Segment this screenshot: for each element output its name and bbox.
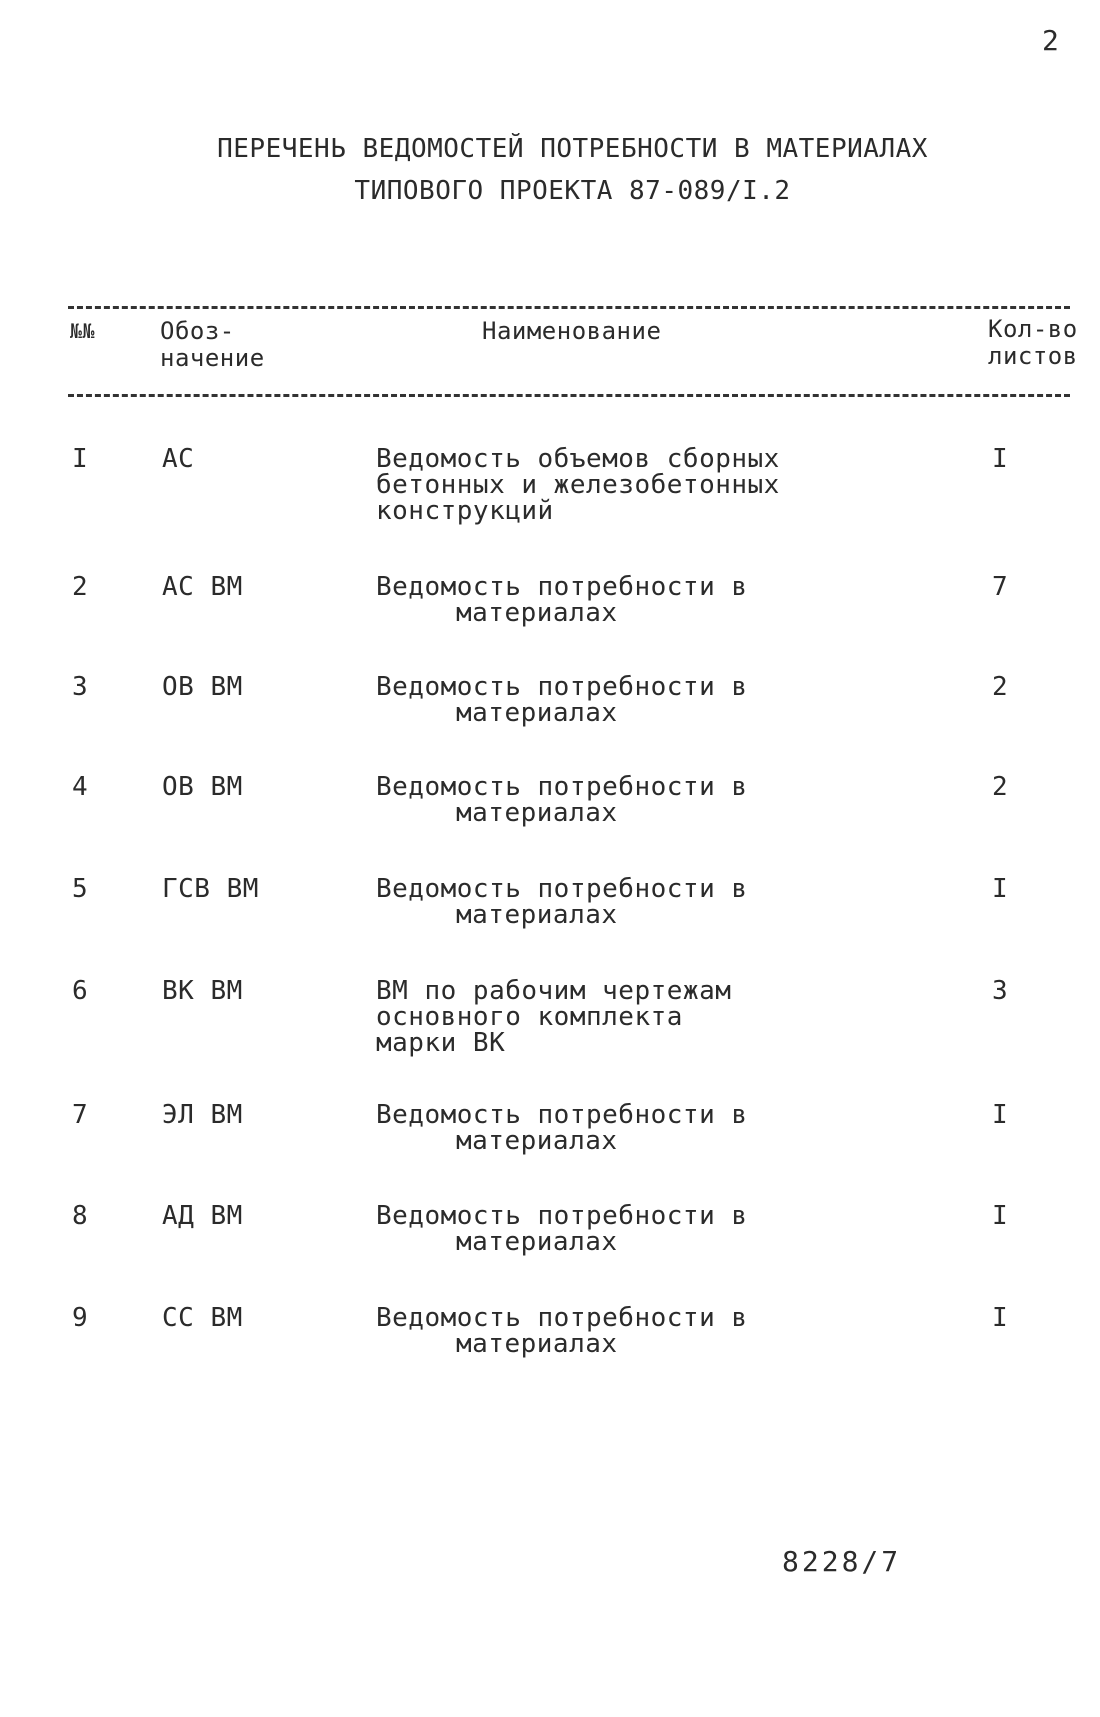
row-name-line: Ведомость потребности в <box>376 772 748 802</box>
row-number: 8 <box>72 1201 89 1231</box>
row-name-line: Ведомость потребности в <box>376 572 748 602</box>
row-name <box>376 446 780 524</box>
row-sheet-count: I <box>992 444 1009 474</box>
table-row <box>0 446 1100 536</box>
row-name-line: бетонных и железобетонных <box>376 470 780 500</box>
row-name <box>376 1305 748 1357</box>
row-number: 2 <box>72 572 89 602</box>
table-row <box>0 574 1100 664</box>
column-header-number: №№ <box>70 319 96 343</box>
row-number: 6 <box>72 976 89 1006</box>
row-name-line: Ведомость потребности в <box>376 1303 748 1333</box>
row-name-line: марки ВК <box>376 1028 506 1058</box>
row-number: 7 <box>72 1100 89 1130</box>
document-title-line-2: ТИПОВОГО ПРОЕКТА 87-089/I.2 <box>354 176 791 206</box>
row-number: 9 <box>72 1303 89 1333</box>
row-name-line: Ведомость потребности в <box>376 1201 748 1231</box>
row-name-line: Ведомость потребности в <box>376 1100 748 1130</box>
row-name-line: Ведомость потребности в <box>376 874 748 904</box>
row-sheet-count: 2 <box>992 672 1009 702</box>
row-name-line: материалах <box>456 698 618 728</box>
row-name-line: ВМ по рабочим чертежам <box>376 976 732 1006</box>
table-row <box>0 774 1100 864</box>
row-code: АС ВМ <box>162 572 243 602</box>
row-name-line: конструкций <box>376 496 554 526</box>
row-sheet-count: 2 <box>992 772 1009 802</box>
row-name-line: Ведомость потребности в <box>376 672 748 702</box>
row-name-line: материалах <box>456 1126 618 1156</box>
row-name <box>376 876 748 928</box>
row-code: ОВ ВМ <box>162 672 243 702</box>
document-title-line-1: ПЕРЕЧЕНЬ ВЕДОМОСТЕЙ ПОТРЕБНОСТИ В МАТЕРИАЛАХ <box>217 134 928 164</box>
row-number: I <box>72 444 89 474</box>
row-code: ВК ВМ <box>162 976 243 1006</box>
table-row <box>0 1203 1100 1293</box>
row-sheet-count: 3 <box>992 976 1009 1006</box>
table-row <box>0 674 1100 764</box>
row-name-line: материалах <box>456 1227 618 1257</box>
header-rule-bottom <box>68 394 1070 397</box>
table-row <box>0 978 1100 1068</box>
row-name-line: Ведомость объемов сборных <box>376 444 780 474</box>
row-sheet-count: I <box>992 874 1009 904</box>
page-number: 2 <box>1042 24 1059 57</box>
row-sheet-count: I <box>992 1100 1009 1130</box>
row-name-line: материалах <box>456 1329 618 1359</box>
row-code: СС ВМ <box>162 1303 243 1333</box>
column-header-quantity <box>988 316 1078 370</box>
row-name <box>376 674 748 726</box>
row-sheet-count: 7 <box>992 572 1009 602</box>
row-name-line: материалах <box>456 798 618 828</box>
row-name-line: материалах <box>456 900 618 930</box>
column-header-quantity-line-1: Кол-во <box>988 315 1078 343</box>
table-row <box>0 1305 1100 1395</box>
column-header-name: Наименование <box>482 317 662 345</box>
row-name <box>376 1102 748 1154</box>
row-number: 4 <box>72 772 89 802</box>
row-sheet-count: I <box>992 1201 1009 1231</box>
row-code: АД ВМ <box>162 1201 243 1231</box>
row-sheet-count: I <box>992 1303 1009 1333</box>
column-header-code-line-2: начение <box>160 344 265 372</box>
column-header-code-line-1: Обоз- <box>160 317 235 345</box>
row-number: 3 <box>72 672 89 702</box>
footer-mark: 8228/7 <box>782 1545 902 1578</box>
table-row <box>0 876 1100 966</box>
row-code: ОВ ВМ <box>162 772 243 802</box>
column-header-code <box>160 318 265 372</box>
row-code: ЭЛ ВМ <box>162 1100 243 1130</box>
header-rule-top <box>68 306 1070 309</box>
row-name <box>376 978 731 1056</box>
row-code: АС <box>162 444 195 474</box>
row-number: 5 <box>72 874 89 904</box>
row-code: ГСВ ВМ <box>162 874 259 904</box>
column-header-quantity-line-2: листов <box>988 342 1078 370</box>
row-name <box>376 574 748 626</box>
row-name-line: основного комплекта <box>376 1002 683 1032</box>
row-name <box>376 1203 748 1255</box>
table-row <box>0 1102 1100 1192</box>
row-name-line: материалах <box>456 598 618 628</box>
row-name <box>376 774 748 826</box>
